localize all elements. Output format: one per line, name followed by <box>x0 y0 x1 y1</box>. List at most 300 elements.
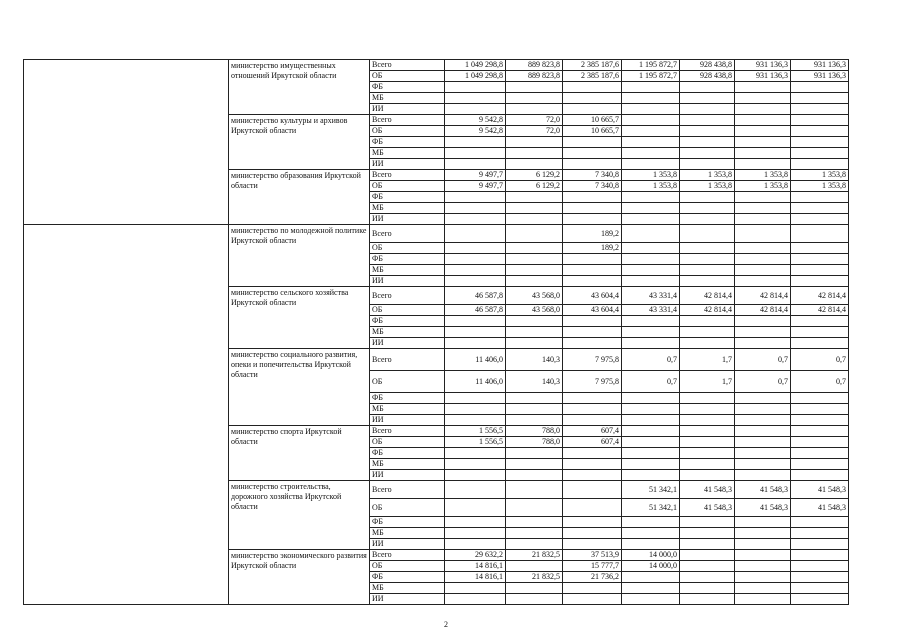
funding-source-cell: ФБ <box>370 448 445 459</box>
org-name-cell: министерство социального развития, опеки и попечительства Иркутской области <box>229 349 370 426</box>
value-cell <box>506 243 563 254</box>
value-cell <box>791 203 849 214</box>
value-cell: 928 438,8 <box>680 60 735 71</box>
value-cell: 1 353,8 <box>622 181 680 192</box>
value-cell <box>622 159 680 170</box>
value-cell <box>735 415 791 426</box>
value-cell <box>506 404 563 415</box>
value-cell <box>622 539 680 550</box>
value-cell: 0,7 <box>791 371 849 393</box>
value-cell <box>445 159 506 170</box>
value-cell <box>735 517 791 528</box>
value-cell: 1 556,5 <box>445 426 506 437</box>
value-cell <box>735 393 791 404</box>
value-cell <box>506 265 563 276</box>
value-cell: 21 736,2 <box>563 572 622 583</box>
value-cell: 1 353,8 <box>622 170 680 181</box>
value-cell <box>506 214 563 225</box>
funding-source-cell: Всего <box>370 115 445 126</box>
value-cell: 0,7 <box>735 349 791 371</box>
value-cell: 2 385 187,6 <box>563 60 622 71</box>
value-cell: 9 497,7 <box>445 170 506 181</box>
table-row <box>24 60 849 71</box>
value-cell <box>680 254 735 265</box>
value-cell <box>563 481 622 499</box>
value-cell <box>680 192 735 203</box>
funding-source-cell: ФБ <box>370 572 445 583</box>
value-cell <box>506 338 563 349</box>
funding-source-cell: ОБ <box>370 305 445 316</box>
value-cell <box>563 470 622 481</box>
value-cell: 14 000,0 <box>622 550 680 561</box>
value-cell <box>563 404 622 415</box>
funding-source-cell: ИИ <box>370 415 445 426</box>
value-cell <box>622 459 680 470</box>
value-cell <box>791 572 849 583</box>
value-cell: 42 814,4 <box>735 305 791 316</box>
value-cell <box>735 203 791 214</box>
value-cell <box>791 437 849 448</box>
value-cell: 1 353,8 <box>791 170 849 181</box>
value-cell <box>622 254 680 265</box>
value-cell <box>735 316 791 327</box>
funding-source-cell: Всего <box>370 60 445 71</box>
value-cell: 14 816,1 <box>445 561 506 572</box>
value-cell: 14 000,0 <box>622 561 680 572</box>
value-cell <box>563 316 622 327</box>
value-cell <box>563 393 622 404</box>
funding-source-cell: ИИ <box>370 276 445 287</box>
funding-source-cell: Всего <box>370 225 445 243</box>
value-cell: 42 814,4 <box>791 287 849 305</box>
value-cell: 37 513,9 <box>563 550 622 561</box>
value-cell: 9 542,8 <box>445 126 506 137</box>
value-cell: 43 331,4 <box>622 305 680 316</box>
value-cell <box>622 243 680 254</box>
value-cell <box>506 499 563 517</box>
value-cell <box>680 448 735 459</box>
value-cell <box>506 539 563 550</box>
value-cell <box>680 82 735 93</box>
value-cell <box>791 276 849 287</box>
value-cell: 10 665,7 <box>563 115 622 126</box>
value-cell <box>622 276 680 287</box>
value-cell <box>680 104 735 115</box>
value-cell: 43 604,4 <box>563 305 622 316</box>
value-cell: 788,0 <box>506 426 563 437</box>
value-cell <box>622 583 680 594</box>
value-cell <box>735 148 791 159</box>
value-cell <box>506 316 563 327</box>
funding-source-cell: ФБ <box>370 137 445 148</box>
value-cell: 43 568,0 <box>506 287 563 305</box>
value-cell <box>445 470 506 481</box>
value-cell <box>506 415 563 426</box>
value-cell <box>506 327 563 338</box>
funding-source-cell: ИИ <box>370 159 445 170</box>
funding-source-cell: ОБ <box>370 561 445 572</box>
funding-source-cell: МБ <box>370 583 445 594</box>
value-cell <box>506 459 563 470</box>
funding-source-cell: МБ <box>370 528 445 539</box>
value-cell <box>622 82 680 93</box>
value-cell <box>445 517 506 528</box>
value-cell <box>506 470 563 481</box>
value-cell: 46 587,8 <box>445 287 506 305</box>
value-cell <box>680 415 735 426</box>
value-cell: 607,4 <box>563 437 622 448</box>
value-cell <box>445 594 506 605</box>
value-cell: 1,7 <box>680 371 735 393</box>
value-cell <box>791 594 849 605</box>
value-cell <box>680 426 735 437</box>
value-cell <box>445 225 506 243</box>
value-cell <box>506 583 563 594</box>
value-cell <box>563 459 622 470</box>
value-cell <box>445 265 506 276</box>
value-cell <box>735 159 791 170</box>
value-cell <box>680 583 735 594</box>
value-cell <box>735 192 791 203</box>
value-cell: 51 342,1 <box>622 481 680 499</box>
funding-source-cell: Всего <box>370 349 445 371</box>
value-cell <box>680 243 735 254</box>
value-cell: 10 665,7 <box>563 126 622 137</box>
value-cell <box>680 265 735 276</box>
value-cell <box>622 415 680 426</box>
value-cell <box>735 265 791 276</box>
value-cell <box>680 404 735 415</box>
funding-source-cell: ИИ <box>370 104 445 115</box>
value-cell <box>680 539 735 550</box>
value-cell <box>445 481 506 499</box>
value-cell: 1 556,5 <box>445 437 506 448</box>
value-cell <box>680 561 735 572</box>
value-cell: 6 129,2 <box>506 181 563 192</box>
value-cell <box>791 126 849 137</box>
value-cell: 1 353,8 <box>735 170 791 181</box>
value-cell: 189,2 <box>563 243 622 254</box>
value-cell <box>735 126 791 137</box>
value-cell <box>445 104 506 115</box>
funding-source-cell: МБ <box>370 327 445 338</box>
value-cell <box>791 214 849 225</box>
value-cell <box>735 404 791 415</box>
value-cell <box>791 93 849 104</box>
funding-source-cell: МБ <box>370 404 445 415</box>
table-row <box>24 225 849 243</box>
value-cell <box>680 459 735 470</box>
value-cell <box>445 338 506 349</box>
value-cell <box>735 115 791 126</box>
value-cell <box>791 159 849 170</box>
value-cell <box>791 459 849 470</box>
value-cell <box>680 203 735 214</box>
value-cell <box>622 192 680 203</box>
value-cell: 1 195 872,7 <box>622 60 680 71</box>
value-cell: 2 385 187,6 <box>563 71 622 82</box>
value-cell <box>791 104 849 115</box>
value-cell <box>622 470 680 481</box>
value-cell <box>735 82 791 93</box>
value-cell <box>445 148 506 159</box>
value-cell: 14 816,1 <box>445 572 506 583</box>
org-name-cell: министерство экономического развития Иркутской области <box>229 550 370 605</box>
value-cell <box>622 126 680 137</box>
value-cell <box>680 594 735 605</box>
value-cell <box>563 254 622 265</box>
value-cell <box>445 192 506 203</box>
value-cell: 72,0 <box>506 126 563 137</box>
value-cell: 11 406,0 <box>445 371 506 393</box>
value-cell <box>445 93 506 104</box>
value-cell <box>680 148 735 159</box>
value-cell <box>506 137 563 148</box>
value-cell: 1 195 872,7 <box>622 71 680 82</box>
blank-cell <box>24 225 229 605</box>
page-number: 2 <box>444 620 448 629</box>
value-cell <box>563 93 622 104</box>
funding-source-cell: Всего <box>370 287 445 305</box>
value-cell: 9 542,8 <box>445 115 506 126</box>
value-cell <box>563 192 622 203</box>
value-cell <box>791 528 849 539</box>
value-cell <box>563 583 622 594</box>
value-cell <box>791 137 849 148</box>
value-cell <box>445 583 506 594</box>
value-cell: 42 814,4 <box>735 287 791 305</box>
value-cell: 46 587,8 <box>445 305 506 316</box>
value-cell <box>680 528 735 539</box>
value-cell <box>735 225 791 243</box>
value-cell <box>622 572 680 583</box>
value-cell <box>791 415 849 426</box>
value-cell <box>563 148 622 159</box>
value-cell <box>735 561 791 572</box>
value-cell <box>506 276 563 287</box>
value-cell: 43 568,0 <box>506 305 563 316</box>
funding-source-cell: ФБ <box>370 316 445 327</box>
value-cell: 0,7 <box>791 349 849 371</box>
value-cell <box>506 448 563 459</box>
value-cell <box>680 159 735 170</box>
value-cell: 1 353,8 <box>735 181 791 192</box>
value-cell <box>445 243 506 254</box>
value-cell <box>563 517 622 528</box>
value-cell <box>735 572 791 583</box>
value-cell <box>445 327 506 338</box>
funding-source-cell: МБ <box>370 148 445 159</box>
funding-source-cell: Всего <box>370 170 445 181</box>
value-cell <box>506 148 563 159</box>
value-cell <box>506 192 563 203</box>
funding-source-cell: МБ <box>370 203 445 214</box>
value-cell <box>791 316 849 327</box>
blank-cell <box>24 60 229 225</box>
value-cell: 41 548,3 <box>680 481 735 499</box>
funding-source-cell: ИИ <box>370 539 445 550</box>
value-cell <box>506 104 563 115</box>
value-cell <box>445 137 506 148</box>
value-cell <box>735 448 791 459</box>
value-cell <box>791 225 849 243</box>
value-cell <box>563 338 622 349</box>
value-cell: 9 497,7 <box>445 181 506 192</box>
value-cell <box>680 93 735 104</box>
value-cell <box>735 550 791 561</box>
value-cell <box>791 148 849 159</box>
value-cell <box>735 338 791 349</box>
value-cell: 41 548,3 <box>791 481 849 499</box>
value-cell <box>622 437 680 448</box>
value-cell: 41 548,3 <box>680 499 735 517</box>
value-cell <box>563 276 622 287</box>
value-cell <box>622 137 680 148</box>
value-cell: 607,4 <box>563 426 622 437</box>
value-cell: 140,3 <box>506 371 563 393</box>
value-cell <box>563 214 622 225</box>
funding-source-cell: МБ <box>370 459 445 470</box>
value-cell <box>622 115 680 126</box>
value-cell <box>506 254 563 265</box>
value-cell: 931 136,3 <box>791 71 849 82</box>
value-cell: 11 406,0 <box>445 349 506 371</box>
value-cell <box>445 499 506 517</box>
value-cell <box>680 316 735 327</box>
value-cell <box>563 104 622 115</box>
value-cell <box>735 137 791 148</box>
value-cell: 42 814,4 <box>680 287 735 305</box>
value-cell <box>680 437 735 448</box>
value-cell <box>506 561 563 572</box>
value-cell: 1,7 <box>680 349 735 371</box>
value-cell: 7 975,8 <box>563 349 622 371</box>
value-cell <box>622 404 680 415</box>
value-cell <box>563 82 622 93</box>
value-cell <box>563 448 622 459</box>
value-cell: 41 548,3 <box>735 481 791 499</box>
org-name-cell: министерство образования Иркутской области <box>229 170 370 225</box>
funding-source-cell: Всего <box>370 481 445 499</box>
value-cell: 1 049 298,8 <box>445 71 506 82</box>
value-cell <box>563 415 622 426</box>
value-cell <box>680 115 735 126</box>
value-cell <box>735 426 791 437</box>
value-cell <box>445 214 506 225</box>
value-cell <box>622 393 680 404</box>
funding-source-cell: ИИ <box>370 594 445 605</box>
value-cell: 788,0 <box>506 437 563 448</box>
value-cell <box>445 415 506 426</box>
funding-source-cell: ФБ <box>370 82 445 93</box>
value-cell <box>445 459 506 470</box>
value-cell: 72,0 <box>506 115 563 126</box>
value-cell <box>445 316 506 327</box>
value-cell <box>680 225 735 243</box>
value-cell <box>445 404 506 415</box>
value-cell <box>622 448 680 459</box>
funding-source-cell: ОБ <box>370 437 445 448</box>
value-cell: 931 136,3 <box>735 60 791 71</box>
value-cell <box>735 243 791 254</box>
value-cell <box>735 93 791 104</box>
value-cell <box>563 528 622 539</box>
value-cell <box>680 126 735 137</box>
value-cell <box>506 159 563 170</box>
value-cell: 1 353,8 <box>680 181 735 192</box>
value-cell <box>735 104 791 115</box>
value-cell <box>735 437 791 448</box>
funding-source-cell: ОБ <box>370 243 445 254</box>
value-cell <box>791 327 849 338</box>
value-cell <box>506 393 563 404</box>
value-cell <box>506 594 563 605</box>
value-cell: 0,7 <box>622 371 680 393</box>
value-cell <box>680 327 735 338</box>
value-cell <box>735 594 791 605</box>
value-cell <box>622 148 680 159</box>
value-cell <box>791 583 849 594</box>
value-cell: 0,7 <box>735 371 791 393</box>
value-cell <box>791 192 849 203</box>
value-cell <box>506 481 563 499</box>
value-cell: 29 632,2 <box>445 550 506 561</box>
org-name-cell: министерство спорта Иркутской области <box>229 426 370 481</box>
value-cell <box>622 265 680 276</box>
funding-source-cell: ИИ <box>370 338 445 349</box>
value-cell <box>563 499 622 517</box>
value-cell: 6 129,2 <box>506 170 563 181</box>
value-cell: 1 353,8 <box>680 170 735 181</box>
value-cell <box>791 338 849 349</box>
value-cell <box>563 539 622 550</box>
value-cell <box>563 203 622 214</box>
value-cell <box>680 214 735 225</box>
org-name-cell: министерство сельского хозяйства Иркутской области <box>229 287 370 349</box>
funding-source-cell: ОБ <box>370 499 445 517</box>
org-name-cell: министерство строительства, дорожного хозяйства Иркутской области <box>229 481 370 550</box>
value-cell <box>445 276 506 287</box>
value-cell <box>680 517 735 528</box>
value-cell: 41 548,3 <box>791 499 849 517</box>
org-name-cell: министерство имущественных отношений Иркутской области <box>229 60 370 115</box>
value-cell <box>680 550 735 561</box>
value-cell <box>445 254 506 265</box>
value-cell <box>445 203 506 214</box>
value-cell <box>506 225 563 243</box>
value-cell <box>735 528 791 539</box>
value-cell: 1 353,8 <box>791 181 849 192</box>
value-cell <box>680 572 735 583</box>
value-cell: 7 340,8 <box>563 181 622 192</box>
value-cell: 7 975,8 <box>563 371 622 393</box>
budget-table <box>23 59 849 605</box>
value-cell: 928 438,8 <box>680 71 735 82</box>
value-cell <box>735 459 791 470</box>
value-cell <box>680 470 735 481</box>
value-cell <box>563 594 622 605</box>
value-cell <box>735 583 791 594</box>
value-cell: 51 342,1 <box>622 499 680 517</box>
funding-source-cell: ФБ <box>370 517 445 528</box>
value-cell: 43 604,4 <box>563 287 622 305</box>
value-cell: 931 136,3 <box>791 60 849 71</box>
value-cell <box>622 327 680 338</box>
value-cell <box>622 594 680 605</box>
value-cell <box>622 528 680 539</box>
funding-source-cell: ОБ <box>370 71 445 82</box>
funding-source-cell: ФБ <box>370 393 445 404</box>
